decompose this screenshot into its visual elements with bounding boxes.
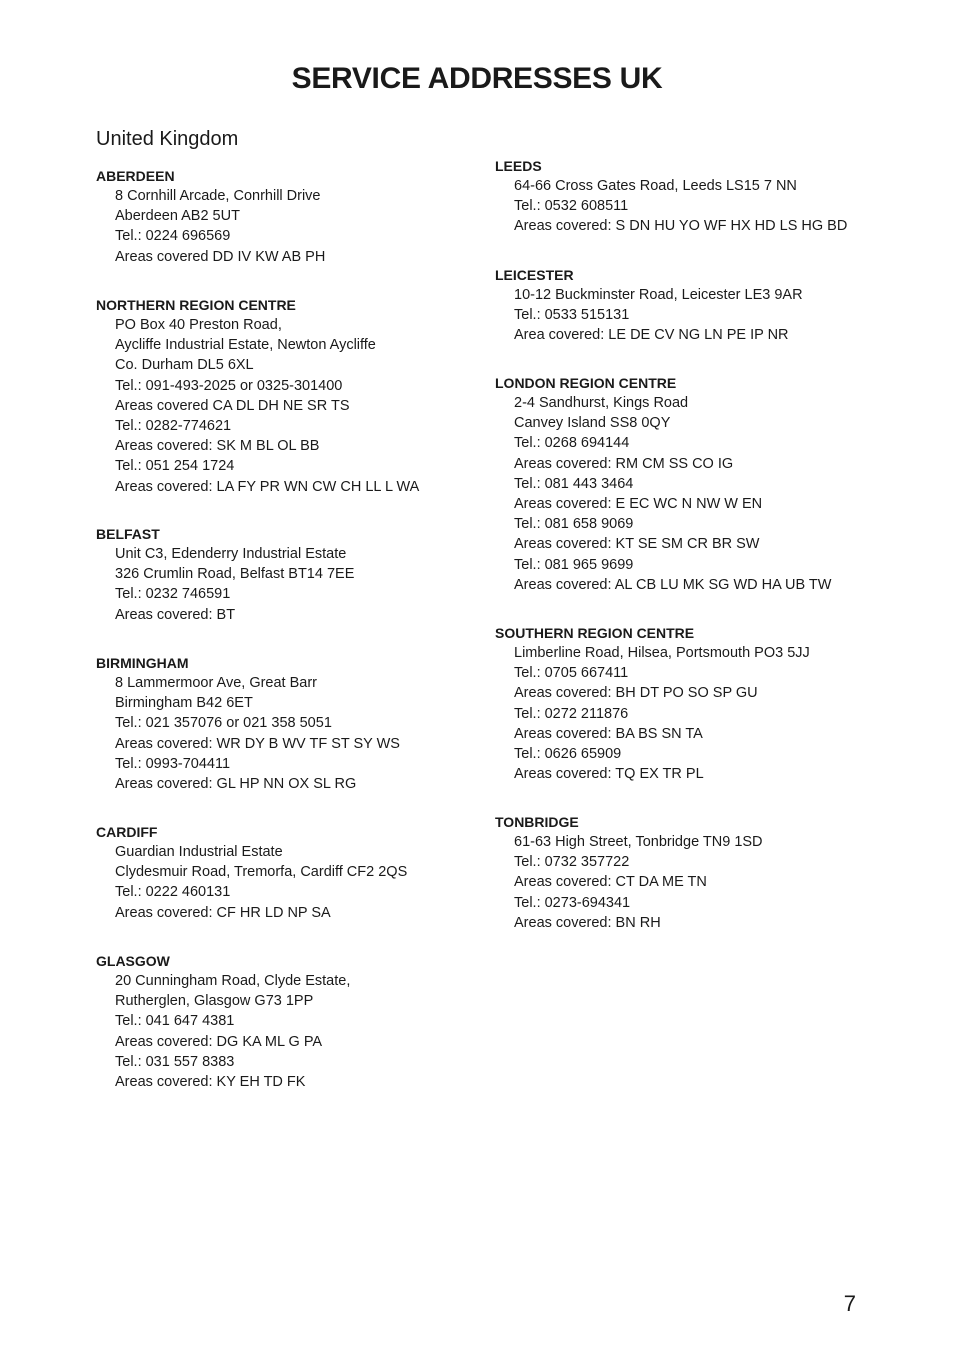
entry-line: Clydesmuir Road, Tremorfa, Cardiff CF2 2QS	[115, 864, 408, 881]
entry-line: Areas covered: BN RH	[514, 914, 661, 931]
entry-line: Unit C3, Edenderry Industrial Estate	[115, 546, 347, 562]
entry-line: Areas covered: DG KA ML G PA	[115, 1033, 323, 1050]
entry-line: Areas covered: AL CB LU MK SG WD HA UB TW	[514, 576, 832, 593]
entry-name: LEICESTER	[495, 267, 574, 283]
page-title: SERVICE ADDRESSES UK	[291, 62, 663, 95]
entry-line: Areas covered: SK M BL OL BB	[115, 438, 320, 455]
entry-name: GLASGOW	[96, 953, 170, 969]
entry-line: 8 Cornhill Arcade, Conrhill Drive	[115, 188, 321, 204]
entry-line: Areas covered: BH DT PO SO SP GU	[514, 685, 758, 702]
entry-line: Areas covered: BA BS SN TA	[514, 725, 703, 742]
service-entry	[495, 156, 847, 237]
service-entry	[495, 265, 803, 346]
entry-line: Tel.: 0222 460131	[115, 884, 231, 901]
entry-line: Rutherglen, Glasgow G73 1PP	[115, 993, 314, 1010]
entry-line: 20 Cunningham Road, Clyde Estate,	[115, 973, 351, 989]
entry-line: Birmingham B42 6ET	[115, 695, 253, 712]
service-entry	[96, 295, 419, 497]
entry-name: CARDIFF	[96, 824, 158, 840]
entry-line: Areas covered: RM CM SS CO IG	[514, 455, 734, 472]
entry-line: 326 Crumlin Road, Belfast BT14 7EE	[115, 566, 355, 583]
entry-line: Areas covered: KY EH TD FK	[115, 1074, 306, 1091]
entry-line: Tel.: 081 658 9069	[514, 516, 634, 533]
entry-line: Tel.: 0282-774621	[115, 418, 232, 435]
entry-line: 8 Lammermoor Ave, Great Barr	[115, 675, 318, 691]
entry-line: Tel.: 0533 515131	[514, 307, 630, 324]
entry-line: Areas covered: CT DA ME TN	[514, 874, 707, 891]
entry-line: Tel.: 021 357076 or 021 358 5051	[115, 715, 332, 732]
page-number: 7	[843, 1291, 856, 1316]
entry-lines	[96, 315, 419, 497]
entry-line: 61-63 High Street, Tonbridge TN9 1SD	[514, 834, 763, 850]
entry-line: Tel.: 041 647 4381	[115, 1013, 235, 1030]
entry-line: Areas covered DD IV KW AB PH	[115, 248, 326, 265]
entry-line: Tel.: 081 443 3464	[514, 475, 634, 492]
entry-lines	[96, 971, 350, 1092]
entry-line: Tel.: 0232 746591	[115, 586, 231, 603]
entry-line: Tel.: 051 254 1724	[115, 458, 235, 475]
entry-name: BIRMINGHAM	[96, 655, 189, 671]
entry-name: BELFAST	[96, 526, 160, 542]
service-entry	[495, 623, 810, 784]
entry-line: Areas covered: LA FY PR WN CW CH LL L WA	[115, 478, 420, 495]
entry-line: Areas covered: BT	[115, 606, 236, 623]
entry-line: Tel.: 081 965 9699	[514, 556, 634, 573]
entry-line: Aycliffe Industrial Estate, Newton Aycliffe	[115, 337, 376, 354]
entry-line: PO Box 40 Preston Road,	[115, 317, 282, 333]
entry-line: Tel.: 0626 65909	[514, 746, 622, 763]
entry-line: Tel.: 0993-704411	[115, 755, 231, 772]
entry-lines	[495, 643, 810, 784]
entry-name: SOUTHERN REGION CENTRE	[495, 625, 695, 641]
service-entry	[495, 812, 763, 933]
entry-line: Tel.: 0705 667411	[514, 665, 629, 682]
service-entry	[96, 524, 354, 625]
entry-line: Tel.: 0732 357722	[514, 854, 630, 871]
entry-lines	[495, 285, 803, 346]
entry-line: 2-4 Sandhurst, Kings Road	[514, 395, 689, 411]
service-entry	[495, 373, 831, 595]
entry-line: Areas covered: GL HP NN OX SL RG	[115, 776, 357, 793]
entry-line: Aberdeen AB2 5UT	[115, 208, 240, 225]
entry-line: Areas covered: CF HR LD NP SA	[115, 904, 331, 921]
entry-line: Areas covered: TQ EX TR PL	[514, 766, 704, 783]
entry-line: Areas covered: E EC WC N NW W EN	[514, 496, 763, 513]
service-entry	[96, 166, 325, 267]
entry-lines	[96, 544, 354, 625]
service-entry	[96, 653, 400, 794]
entry-name: NORTHERN REGION CENTRE	[96, 297, 296, 313]
entry-line: Areas covered: WR DY B WV TF ST SY WS	[115, 735, 400, 752]
entry-line: Areas covered: KT SE SM CR BR SW	[514, 536, 760, 553]
entry-line: Tel.: 0273-694341	[514, 894, 631, 911]
service-entry	[96, 951, 350, 1092]
region-heading: United Kingdom	[96, 128, 239, 150]
entry-line: Co. Durham DL5 6XL	[115, 357, 254, 374]
entry-line: Guardian Industrial Estate	[115, 844, 283, 860]
entry-lines	[96, 186, 325, 267]
entry-line: Area covered: LE DE CV NG LN PE IP NR	[514, 327, 789, 344]
entry-line: Limberline Road, Hilsea, Portsmouth PO3 5JJ	[514, 645, 810, 661]
entry-name: TONBRIDGE	[495, 814, 579, 830]
entry-line: Tel.: 0268 694144	[514, 435, 630, 452]
entry-line: Areas covered CA DL DH NE SR TS	[115, 397, 350, 414]
entry-lines	[495, 393, 831, 595]
entry-line: Tel.: 091-493-2025 or 0325-301400	[115, 377, 343, 394]
entry-name: LEEDS	[495, 158, 542, 174]
entry-line: 64-66 Cross Gates Road, Leeds LS15 7 NN	[514, 178, 797, 194]
entry-lines	[96, 842, 407, 923]
entry-line: Tel.: 0224 696569	[115, 228, 231, 245]
entry-line: 10-12 Buckminster Road, Leicester LE3 9AR	[514, 287, 803, 303]
entry-line: Areas covered: S DN HU YO WF HX HD LS HG BD	[514, 218, 848, 235]
entry-lines	[96, 673, 400, 794]
entry-line: Tel.: 0272 211876	[514, 705, 629, 722]
entry-line: Canvey Island SS8 0QY	[514, 415, 671, 432]
entry-name: ABERDEEN	[96, 168, 175, 184]
entry-lines	[495, 176, 847, 237]
entry-line: Tel.: 031 557 8383	[115, 1053, 235, 1070]
entry-name: LONDON REGION CENTRE	[495, 375, 677, 391]
entry-lines	[495, 832, 763, 933]
entry-line: Tel.: 0532 608511	[514, 198, 629, 215]
service-entry	[96, 822, 407, 923]
